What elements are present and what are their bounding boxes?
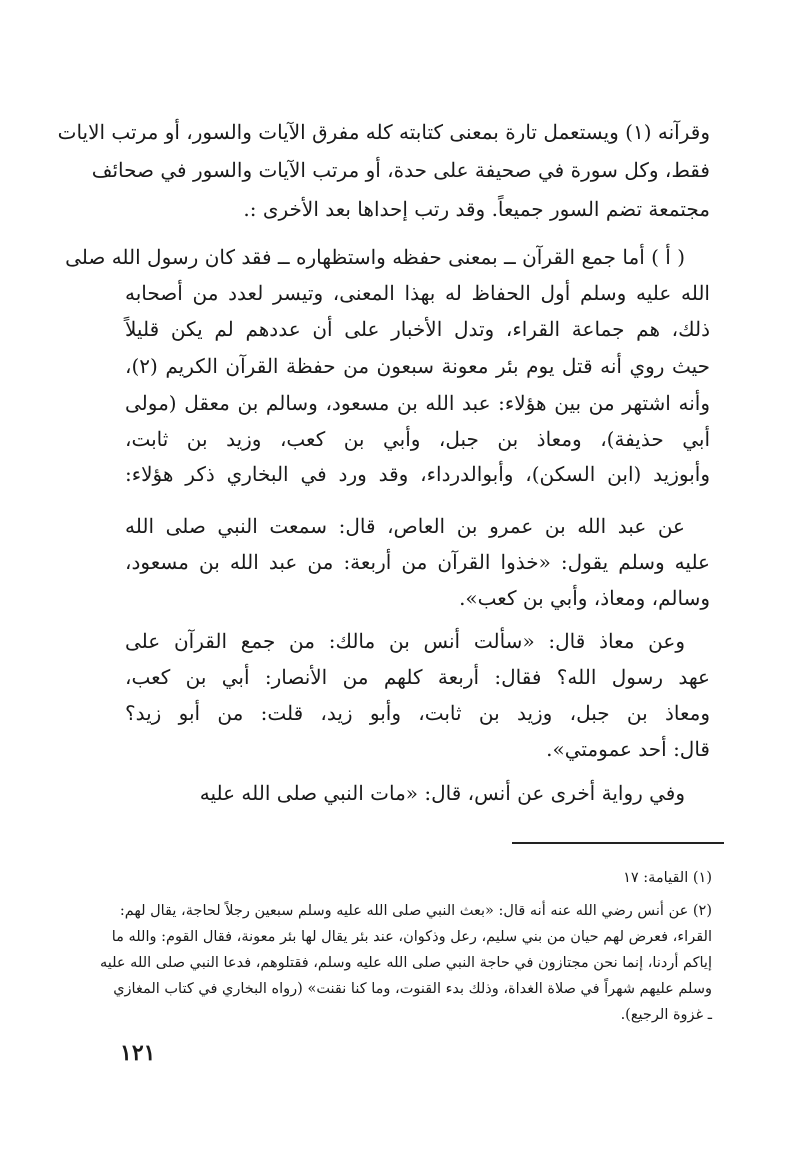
para-a-line-4: حيث روي أنه قتل يوم بئر معونة سبعون من حفظة القرآن الكريم (٢)، <box>125 354 710 378</box>
para-a-line-2: الله عليه وسلم أول الحفاظ له بهذا المعنى، وتيسر لعدد من أصحابه <box>125 281 710 305</box>
para-a-line-1: ( أ ) أما جمع القرآن ــ بمعنى حفظه واستظهاره ــ فقد كان رسول الله صلى <box>65 245 685 269</box>
para-a-line-5: وأنه اشتهر من بين هؤلاء: عبد الله بن مسعود، وسالم بن معقل (مولى <box>125 391 710 415</box>
intro-line-1: وقرآنه (١) ويستعمل تارة بمعنى كتابته كله مفرق الآيات والسور، أو مرتب الايات <box>57 120 710 144</box>
footnote-2-line-5: ـ غزوة الرجيع). <box>620 1007 712 1023</box>
footnote-2-line-4: وسلم عليهم شهراً في صلاة الغداة، وذلك بدء القنوت، وما كنا نقنت» (رواه البخاري في كتاب المغازي <box>113 981 712 997</box>
para-b-line-2: عليه وسلم يقول: «خذوا القرآن من أربعة: من عبد الله بن مسعود، <box>125 550 710 574</box>
para-b-line-3: وسالم، ومعاذ، وأبي بن كعب». <box>459 586 710 610</box>
para-c-line-2: عهد رسول الله؟ فقال: أربعة كلهم من الأنصار: أبي بن كعب، <box>125 665 710 689</box>
intro-line-2: فقط، وكل سورة في صحيفة على حدة، أو مرتب الآيات والسور في صحائف <box>91 158 710 182</box>
footnote-2-line-2: القراء، فعرض لهم حيان من بني سليم، رعل وذكوان، عند بئر يقال لها بئر معونة، فقال القوم: والله ما <box>111 929 712 945</box>
para-a-line-7: وأبوزيد (ابن السكن)، وأبوالدرداء، وقد ورد في البخاري ذكر هؤلاء: <box>125 462 710 486</box>
footnote-2-line-3: إياكم أردنا، إنما نحن مجتازون في حاجة النبي صلى الله عليه وسلم، فقتلوهم، فدعا النبي صلى الله عليه <box>99 955 712 971</box>
footnote-1: (١) القيامة: ١٧ <box>623 870 712 886</box>
para-a-line-3: ذلك، هم جماعة القراء، وتدل الأخبار على أن عددهم لم يكن قليلاً <box>125 317 710 341</box>
para-c-line-1: وعن معاذ قال: «سألت أنس بن مالك: من جمع القرآن على <box>125 629 685 653</box>
footnote-2-line-1: (٢) عن أنس رضي الله عنه أنه قال: «بعث النبي صلى الله عليه وسلم سبعين رجلاً لحاجة، يقال لهم: <box>119 903 712 919</box>
page-number: ١٢١ <box>120 1040 156 1066</box>
para-a-line-6: أبي حذيفة)، ومعاذ بن جبل، وأبي بن كعب، وزيد بن ثابت، <box>125 427 710 451</box>
intro-line-3: مجتمعة تضم السور جميعاً. وقد رتب إحداها بعد الأخرى :. <box>243 197 710 221</box>
footnote-separator <box>512 842 724 844</box>
para-b-line-1: عن عبد الله بن عمرو بن العاص، قال: سمعت النبي صلى الله <box>125 514 685 538</box>
para-c-line-3: ومعاذ بن جبل، وزيد بن ثابت، وأبو زيد، قلت: من أبو زيد؟ <box>125 701 710 725</box>
para-d-line-1: وفي رواية أخرى عن أنس، قال: «مات النبي صلى الله عليه <box>199 781 685 805</box>
para-c-line-4: قال: أحد عمومتي». <box>546 737 710 761</box>
